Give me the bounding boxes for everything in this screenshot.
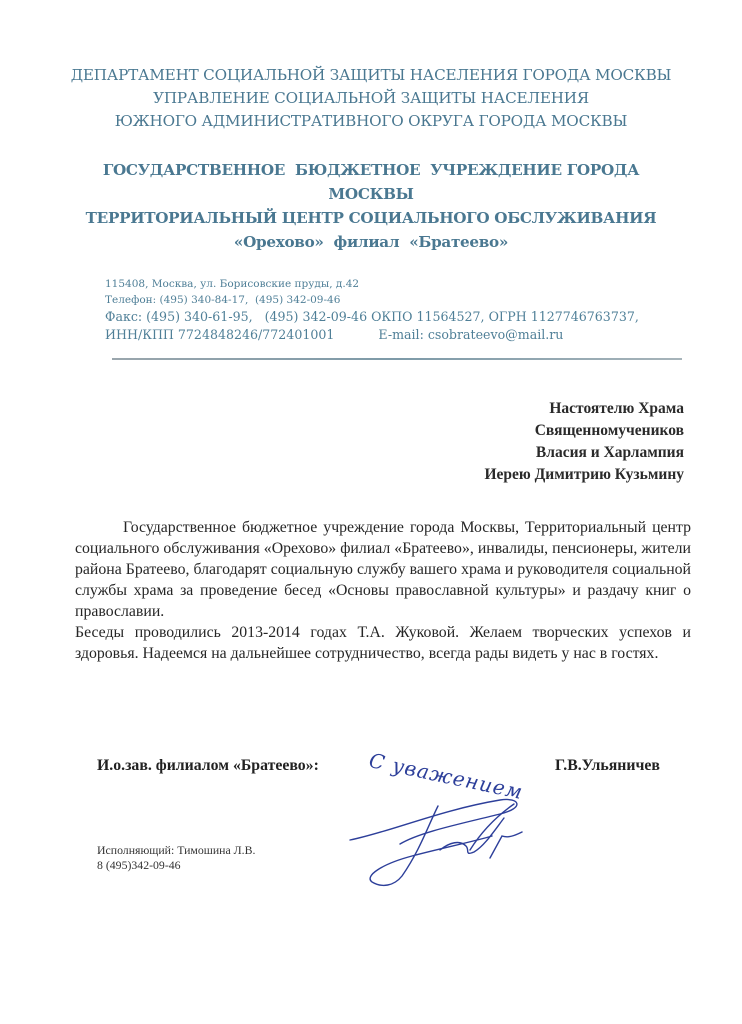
signatory-name: Г.В.Ульяничев [555, 757, 660, 774]
organization-line: МОСКВЫ [328, 185, 414, 203]
addressee-line: Власия и Харлампия [535, 444, 684, 461]
addressee-line: Иерею Димитрию Кузьмину [484, 466, 684, 483]
organization-line: ГОСУДАРСТВЕННОЕ БЮДЖЕТНОЕ УЧРЕЖДЕНИЕ ГОРОДА [102, 161, 640, 179]
addressee-block [484, 398, 684, 486]
department-line: УПРАВЛЕНИЕ СОЦИАЛЬНОЙ ЗАЩИТЫ НАСЕЛЕНИЯ [153, 89, 589, 107]
inn-kpp: ИНН/КПП 7724848246/772401001 [105, 327, 335, 342]
department-line: ЮЖНОГО АДМИНИСТРАТИВНОГО ОКРУГА ГОРОДА МОСКВЫ [114, 112, 628, 130]
contact-block [105, 276, 639, 344]
body-paragraph: Государственное бюджетное учреждение города Москвы, Территориальный центр социального обслуживания «Орехово» филиал «Братеево», инвалиды, пенсионеры, жители района Братеево, благодарят социальную службу вашего храма и руководителя социальной службы храма за проведение бесед «Основы православной культуры» и раздачу книг о православии. [75, 519, 691, 620]
letter-body [75, 517, 691, 664]
header-divider [112, 358, 682, 360]
phone: Телефон: (495) 340-84-17, (495) 342-09-46 [105, 294, 341, 306]
email-link[interactable]: E-mail: csobrateevo@mail.ru [378, 327, 564, 342]
address: 115408, Москва, ул. Борисовские пруды, д.42 [105, 278, 360, 290]
inn-email-line [105, 326, 639, 344]
organization-line: «Орехово» филиал «Братеево» [233, 233, 509, 251]
executor-name: Исполняющий: Тимошина Л.В. [97, 843, 256, 857]
addressee-line: Настоятелю Храма [549, 400, 684, 417]
department-line: ДЕПАРТАМЕНТ СОЦИАЛЬНОЙ ЗАЩИТЫ НАСЕЛЕНИЯ ГОРОДА МОСКВЫ [70, 66, 672, 84]
addressee-line: Священномучеников [534, 422, 684, 439]
organization-line: ТЕРРИТОРИАЛЬНЫЙ ЦЕНТР СОЦИАЛЬНОГО ОБСЛУЖИВАНИЯ [85, 209, 657, 227]
executor-block [97, 843, 255, 873]
fax-line: Факс: (495) 340-61-95, (495) 342-09-46 ОКПО 11564527, ОГРН 1127746763737, [105, 309, 639, 324]
handwritten-signature [320, 790, 590, 890]
handwritten-note: С уважением [367, 748, 526, 805]
body-paragraph: Беседы проводились 2013-2014 годах Т.А. Жуковой. Желаем творческих успехов и здоровья. Надеемся на дальнейшее сотрудничество, всегда рады видеть у нас в гостях. [75, 624, 691, 662]
department-header [0, 64, 742, 133]
organization-header [0, 158, 742, 254]
executor-phone: 8 (495)342-09-46 [97, 858, 181, 872]
signatory-title: И.о.зав. филиалом «Братеево»: [97, 757, 319, 774]
